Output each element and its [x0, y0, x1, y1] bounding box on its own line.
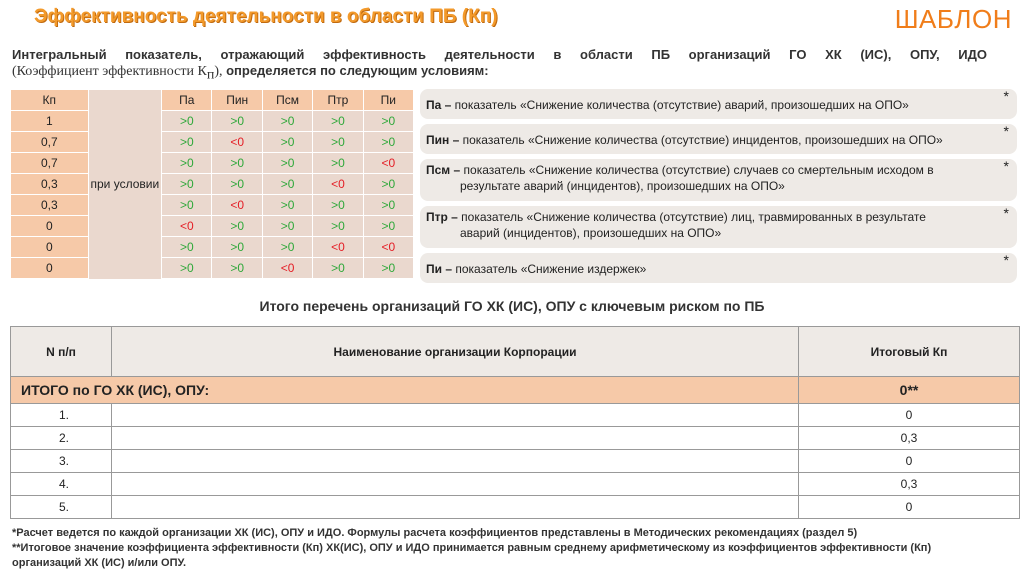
- condition-value: >0: [262, 174, 312, 195]
- condition-value: >0: [162, 153, 212, 174]
- definition-text: показатель «Снижение количества (отсутствие) аварий, произошедших на ОПО»: [451, 98, 909, 112]
- condition-value: >0: [363, 258, 413, 279]
- org-name: [112, 473, 799, 496]
- definition-text: показатель «Снижение количества (отсутствие) лиц, травмированных в результате: [457, 210, 926, 224]
- condition-value: >0: [212, 216, 262, 237]
- org-name: [112, 404, 799, 427]
- definition-text: показатель «Снижение количества (отсутствие) случаев со смертельным исходом в: [460, 163, 934, 177]
- definitions-list: [420, 89, 1017, 288]
- condition-value: <0: [262, 258, 312, 279]
- coef-subscript: п: [206, 67, 215, 83]
- condition-row: [11, 132, 414, 153]
- condition-value: >0: [212, 153, 262, 174]
- condition-value: >0: [262, 153, 312, 174]
- condition-row: [11, 195, 414, 216]
- condition-value: >0: [162, 237, 212, 258]
- definition-text-cont: аварий (инцидентов), произошедших на ОПО»: [460, 226, 722, 240]
- condition-value: <0: [162, 216, 212, 237]
- org-kp: 0: [799, 404, 1020, 427]
- row-number: 1.: [11, 404, 112, 427]
- definition-abbr: Пин –: [426, 133, 460, 147]
- row-number: 5.: [11, 496, 112, 519]
- org-row: [11, 404, 1020, 427]
- definition-item: [420, 253, 1017, 283]
- intro-line-2: [12, 63, 987, 84]
- conditions-header-row: [11, 90, 414, 111]
- org-name: [112, 496, 799, 519]
- kp-value: 0,3: [11, 195, 89, 216]
- condition-value: >0: [313, 216, 363, 237]
- condition-row: [11, 111, 414, 132]
- kp-value: 0: [11, 216, 89, 237]
- definition-item: [420, 159, 1017, 201]
- condition-row: [11, 216, 414, 237]
- coef-name: (Коэффициент эффективности К: [12, 64, 207, 79]
- definition-star: *: [1003, 205, 1009, 221]
- condition-value: >0: [363, 111, 413, 132]
- total-row: [11, 377, 1020, 404]
- page-title: Эффективность деятельности в области ПБ (Кп): [34, 6, 498, 27]
- definition-star: *: [1003, 123, 1009, 139]
- definition-text-cont: результате аварий (инцидентов), произошедших на ОПО»: [460, 179, 785, 193]
- condition-value: >0: [262, 237, 312, 258]
- definition-item: [420, 206, 1017, 248]
- condition-value: >0: [162, 132, 212, 153]
- definition-item: [420, 89, 1017, 119]
- condition-value: >0: [162, 111, 212, 132]
- definition-abbr: Па –: [426, 98, 452, 112]
- col-header-number: N п/п: [11, 327, 112, 377]
- condition-value: >0: [162, 258, 212, 279]
- condition-value: >0: [313, 132, 363, 153]
- condition-value: >0: [313, 111, 363, 132]
- condition-label: при условии: [88, 90, 162, 279]
- kp-value: 0,7: [11, 153, 89, 174]
- org-name: [112, 450, 799, 473]
- col-header-kp: Итоговый Кп: [799, 327, 1020, 377]
- intro-text: [12, 47, 987, 84]
- condition-value: >0: [212, 258, 262, 279]
- kp-value: 0,7: [11, 132, 89, 153]
- total-value: 0**: [799, 377, 1020, 404]
- condition-value: >0: [313, 153, 363, 174]
- col-header-indicator: Птр: [313, 90, 363, 111]
- condition-value: <0: [363, 153, 413, 174]
- condition-row: [11, 153, 414, 174]
- footnote-1: *Расчет ведется по каждой организации ХК (ИС), ОПУ и ИДО. Формулы расчета коэффициентов представлены в Методических рекомендациях (раздел 5): [12, 527, 858, 539]
- col-header-indicator: Пи: [363, 90, 413, 111]
- coef-close: ),: [214, 64, 223, 79]
- col-header-indicator: Псм: [262, 90, 312, 111]
- condition-value: >0: [262, 132, 312, 153]
- condition-value: <0: [212, 195, 262, 216]
- kp-value: 0,3: [11, 174, 89, 195]
- org-kp: 0,3: [799, 473, 1020, 496]
- org-row: [11, 427, 1020, 450]
- org-row: [11, 496, 1020, 519]
- definition-text: показатель «Снижение количества (отсутствие) инцидентов, произошедших на ОПО»: [459, 133, 943, 147]
- condition-row: [11, 258, 414, 279]
- footnote-2-cont: организаций ХК (ИС) и/или ОПУ.: [12, 557, 187, 569]
- row-number: 4.: [11, 473, 112, 496]
- total-label: ИТОГО по ГО ХК (ИС), ОПУ:: [11, 377, 799, 404]
- kp-value: 1: [11, 111, 89, 132]
- orgs-title: Итого перечень организаций ГО ХК (ИС), ОПУ с ключевым риском по ПБ: [259, 298, 765, 314]
- condition-value: >0: [262, 216, 312, 237]
- definition-star: *: [1003, 252, 1009, 268]
- condition-value: >0: [162, 195, 212, 216]
- footnotes: [12, 526, 1017, 571]
- condition-value: >0: [212, 111, 262, 132]
- definition-abbr: Псм –: [426, 163, 461, 177]
- kp-value: 0: [11, 237, 89, 258]
- org-row: [11, 473, 1020, 496]
- condition-value: >0: [363, 216, 413, 237]
- condition-value: >0: [162, 174, 212, 195]
- organizations-table: [10, 326, 1020, 519]
- definition-abbr: Пи –: [426, 262, 453, 276]
- condition-value: <0: [212, 132, 262, 153]
- kp-value: 0: [11, 258, 89, 279]
- row-number: 3.: [11, 450, 112, 473]
- definition-item: [420, 124, 1017, 154]
- org-kp: 0,3: [799, 427, 1020, 450]
- org-row: [11, 450, 1020, 473]
- condition-value: >0: [363, 174, 413, 195]
- col-header-kp: Кп: [11, 90, 89, 111]
- intro-line-2-rest: определяется по следующим условиям:: [222, 63, 489, 78]
- condition-value: >0: [363, 195, 413, 216]
- condition-value: <0: [313, 237, 363, 258]
- condition-value: >0: [313, 258, 363, 279]
- footnote-2: **Итоговое значение коэффициента эффективности (Кп) ХК(ИС), ОПУ и ИДО принимается равным среднему арифметическому из коэффициентов эффективности (Кп): [12, 542, 932, 554]
- definition-text: показатель «Снижение издержек»: [452, 262, 647, 276]
- condition-value: >0: [262, 195, 312, 216]
- intro-line-1: Интегральный показатель, отражающий эффективность деятельности в области ПБ организаций ГО ХК (ИС), ОПУ, ИДО: [12, 47, 987, 62]
- condition-value: >0: [212, 174, 262, 195]
- condition-value: >0: [313, 195, 363, 216]
- condition-value: >0: [212, 237, 262, 258]
- template-label: ШАБЛОН: [894, 4, 1012, 34]
- col-header-name: Наименование организации Корпорации: [112, 327, 799, 377]
- definition-abbr: Птр –: [426, 210, 458, 224]
- definition-star: *: [1003, 158, 1009, 174]
- condition-value: >0: [363, 132, 413, 153]
- org-kp: 0: [799, 450, 1020, 473]
- condition-value: >0: [262, 111, 312, 132]
- definition-star: *: [1003, 88, 1009, 104]
- org-name: [112, 427, 799, 450]
- org-kp: 0: [799, 496, 1020, 519]
- col-header-indicator: Пин: [212, 90, 262, 111]
- conditions-table: [10, 89, 414, 279]
- condition-row: [11, 174, 414, 195]
- row-number: 2.: [11, 427, 112, 450]
- condition-value: <0: [313, 174, 363, 195]
- col-header-indicator: Па: [162, 90, 212, 111]
- condition-value: <0: [363, 237, 413, 258]
- condition-row: [11, 237, 414, 258]
